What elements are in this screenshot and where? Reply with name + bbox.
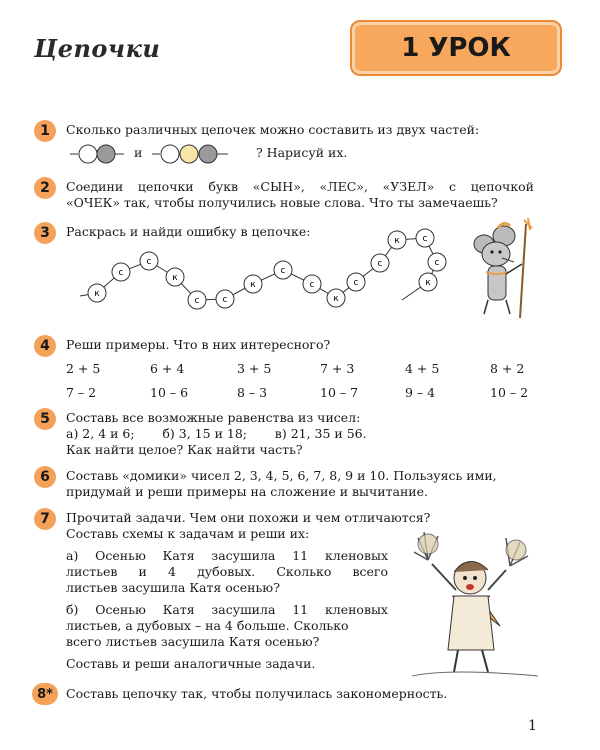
example-r2-c2: 10 – 6 <box>150 385 189 400</box>
chain-bead-letter: с <box>118 268 124 278</box>
task-7b-line-2: листьев, а дубовых – на 4 больше. Сколько <box>66 618 349 633</box>
girl-with-leaves-illustration <box>410 530 540 680</box>
example-r2-c4: 10 – 7 <box>320 385 359 400</box>
example-r2-c3: 8 – 3 <box>237 385 268 400</box>
example-r1-c2: 6 + 4 <box>150 361 185 376</box>
task-number-3: 3 <box>34 222 56 244</box>
chain-bead-letter: к <box>172 273 178 283</box>
chain-bead-letter: к <box>394 236 400 246</box>
task-number-5: 5 <box>34 408 56 430</box>
chain-bead-letter: к <box>250 280 256 290</box>
example-r1-c6: 8 + 2 <box>490 361 525 376</box>
task-7a-line-2: листьев и 4 дубовых. Сколько всего <box>66 564 388 579</box>
task-7a-line-1: а) Осенью Катя засушила 11 кленовых <box>66 548 388 563</box>
task-2-line-2: «ОЧЕК» так, чтобы получились новые слова. Что ты замечаешь? <box>66 195 498 210</box>
page-title: Цепочки <box>34 34 161 63</box>
chain-bead-letter: с <box>309 280 315 290</box>
chain-bead-letter: к <box>425 278 431 288</box>
example-r1-c5: 4 + 5 <box>405 361 440 376</box>
task-7b-line-1: б) Осенью Катя засушила 11 кленовых <box>66 602 388 617</box>
task-1-text: Сколько различных цепочек можно составить из двух частей: <box>66 122 480 137</box>
example-r2-c6: 10 – 2 <box>490 385 529 400</box>
chain-bead-letter: с <box>146 257 152 267</box>
chain-bead-letter: с <box>422 234 428 244</box>
task-8-text: Составь цепочку так, чтобы получилась закономерность. <box>66 686 448 701</box>
example-r1-c4: 7 + 3 <box>320 361 355 376</box>
mouse-illustration <box>462 214 542 324</box>
task-5-line-2: а) 2, 4 и 6; б) 3, 15 и 18; в) 21, 35 и 56. <box>66 426 367 441</box>
task-number-2: 2 <box>34 177 56 199</box>
chain-bead-letter: с <box>222 295 228 305</box>
task-number-7: 7 <box>34 508 56 530</box>
chain-bead-letter: к <box>333 294 339 304</box>
task-6-line-1: Составь «домики» чисел 2, 3, 4, 5, 6, 7, 8, 9 и 10. Пользуясь ими, <box>66 468 497 483</box>
chain-bead-letter: с <box>280 266 286 276</box>
task-2-line-1: Соедини цепочки букв «СЫН», «ЛЕС», «УЗЕЛ» с цепочкой <box>66 179 534 194</box>
task-6-line-2: придумай и реши примеры на сложение и вычитание. <box>66 484 428 499</box>
task-7-line-2: Составь схемы к задачам и реши их: <box>66 526 310 541</box>
task-number-8-star: 8* <box>32 683 58 705</box>
task-number-1: 1 <box>34 120 56 142</box>
task-5-line-3: Как найти целое? Как найти часть? <box>66 442 303 457</box>
page-number: 1 <box>528 718 537 734</box>
example-r2-c5: 9 – 4 <box>405 385 436 400</box>
task-7b-line-3: всего листьев засушила Катя осенью? <box>66 634 320 649</box>
task-4-text: Реши примеры. Что в них интересного? <box>66 337 331 352</box>
chain-bead-letter: с <box>194 296 200 306</box>
task-7-closing: Составь и реши аналогичные задачи. <box>66 656 316 671</box>
task-number-6: 6 <box>34 466 56 488</box>
task-1-conjunction: и <box>134 145 143 160</box>
task-number-4: 4 <box>34 335 56 357</box>
example-r1-c3: 3 + 5 <box>237 361 272 376</box>
task-1-question: ? Нарисуй их. <box>256 145 348 160</box>
example-r1-c1: 2 + 5 <box>66 361 101 376</box>
task-5-line-1: Составь все возможные равенства из чисел: <box>66 410 361 425</box>
chain-bead-letter: к <box>94 289 100 299</box>
chain-bead-letter: с <box>377 259 383 269</box>
example-r2-c1: 7 – 2 <box>66 385 97 400</box>
task-7a-line-3: листьев засушила Катя осенью? <box>66 580 280 595</box>
lesson-badge: 1 УРОК <box>350 20 562 76</box>
chain-bead-letter: с <box>434 258 440 268</box>
task-3-text: Раскрась и найди ошибку в цепочке: <box>66 224 311 239</box>
task-7-line-1: Прочитай задачи. Чем они похожи и чем отличаются? <box>66 510 431 525</box>
chain-bead-letter: с <box>353 278 359 288</box>
